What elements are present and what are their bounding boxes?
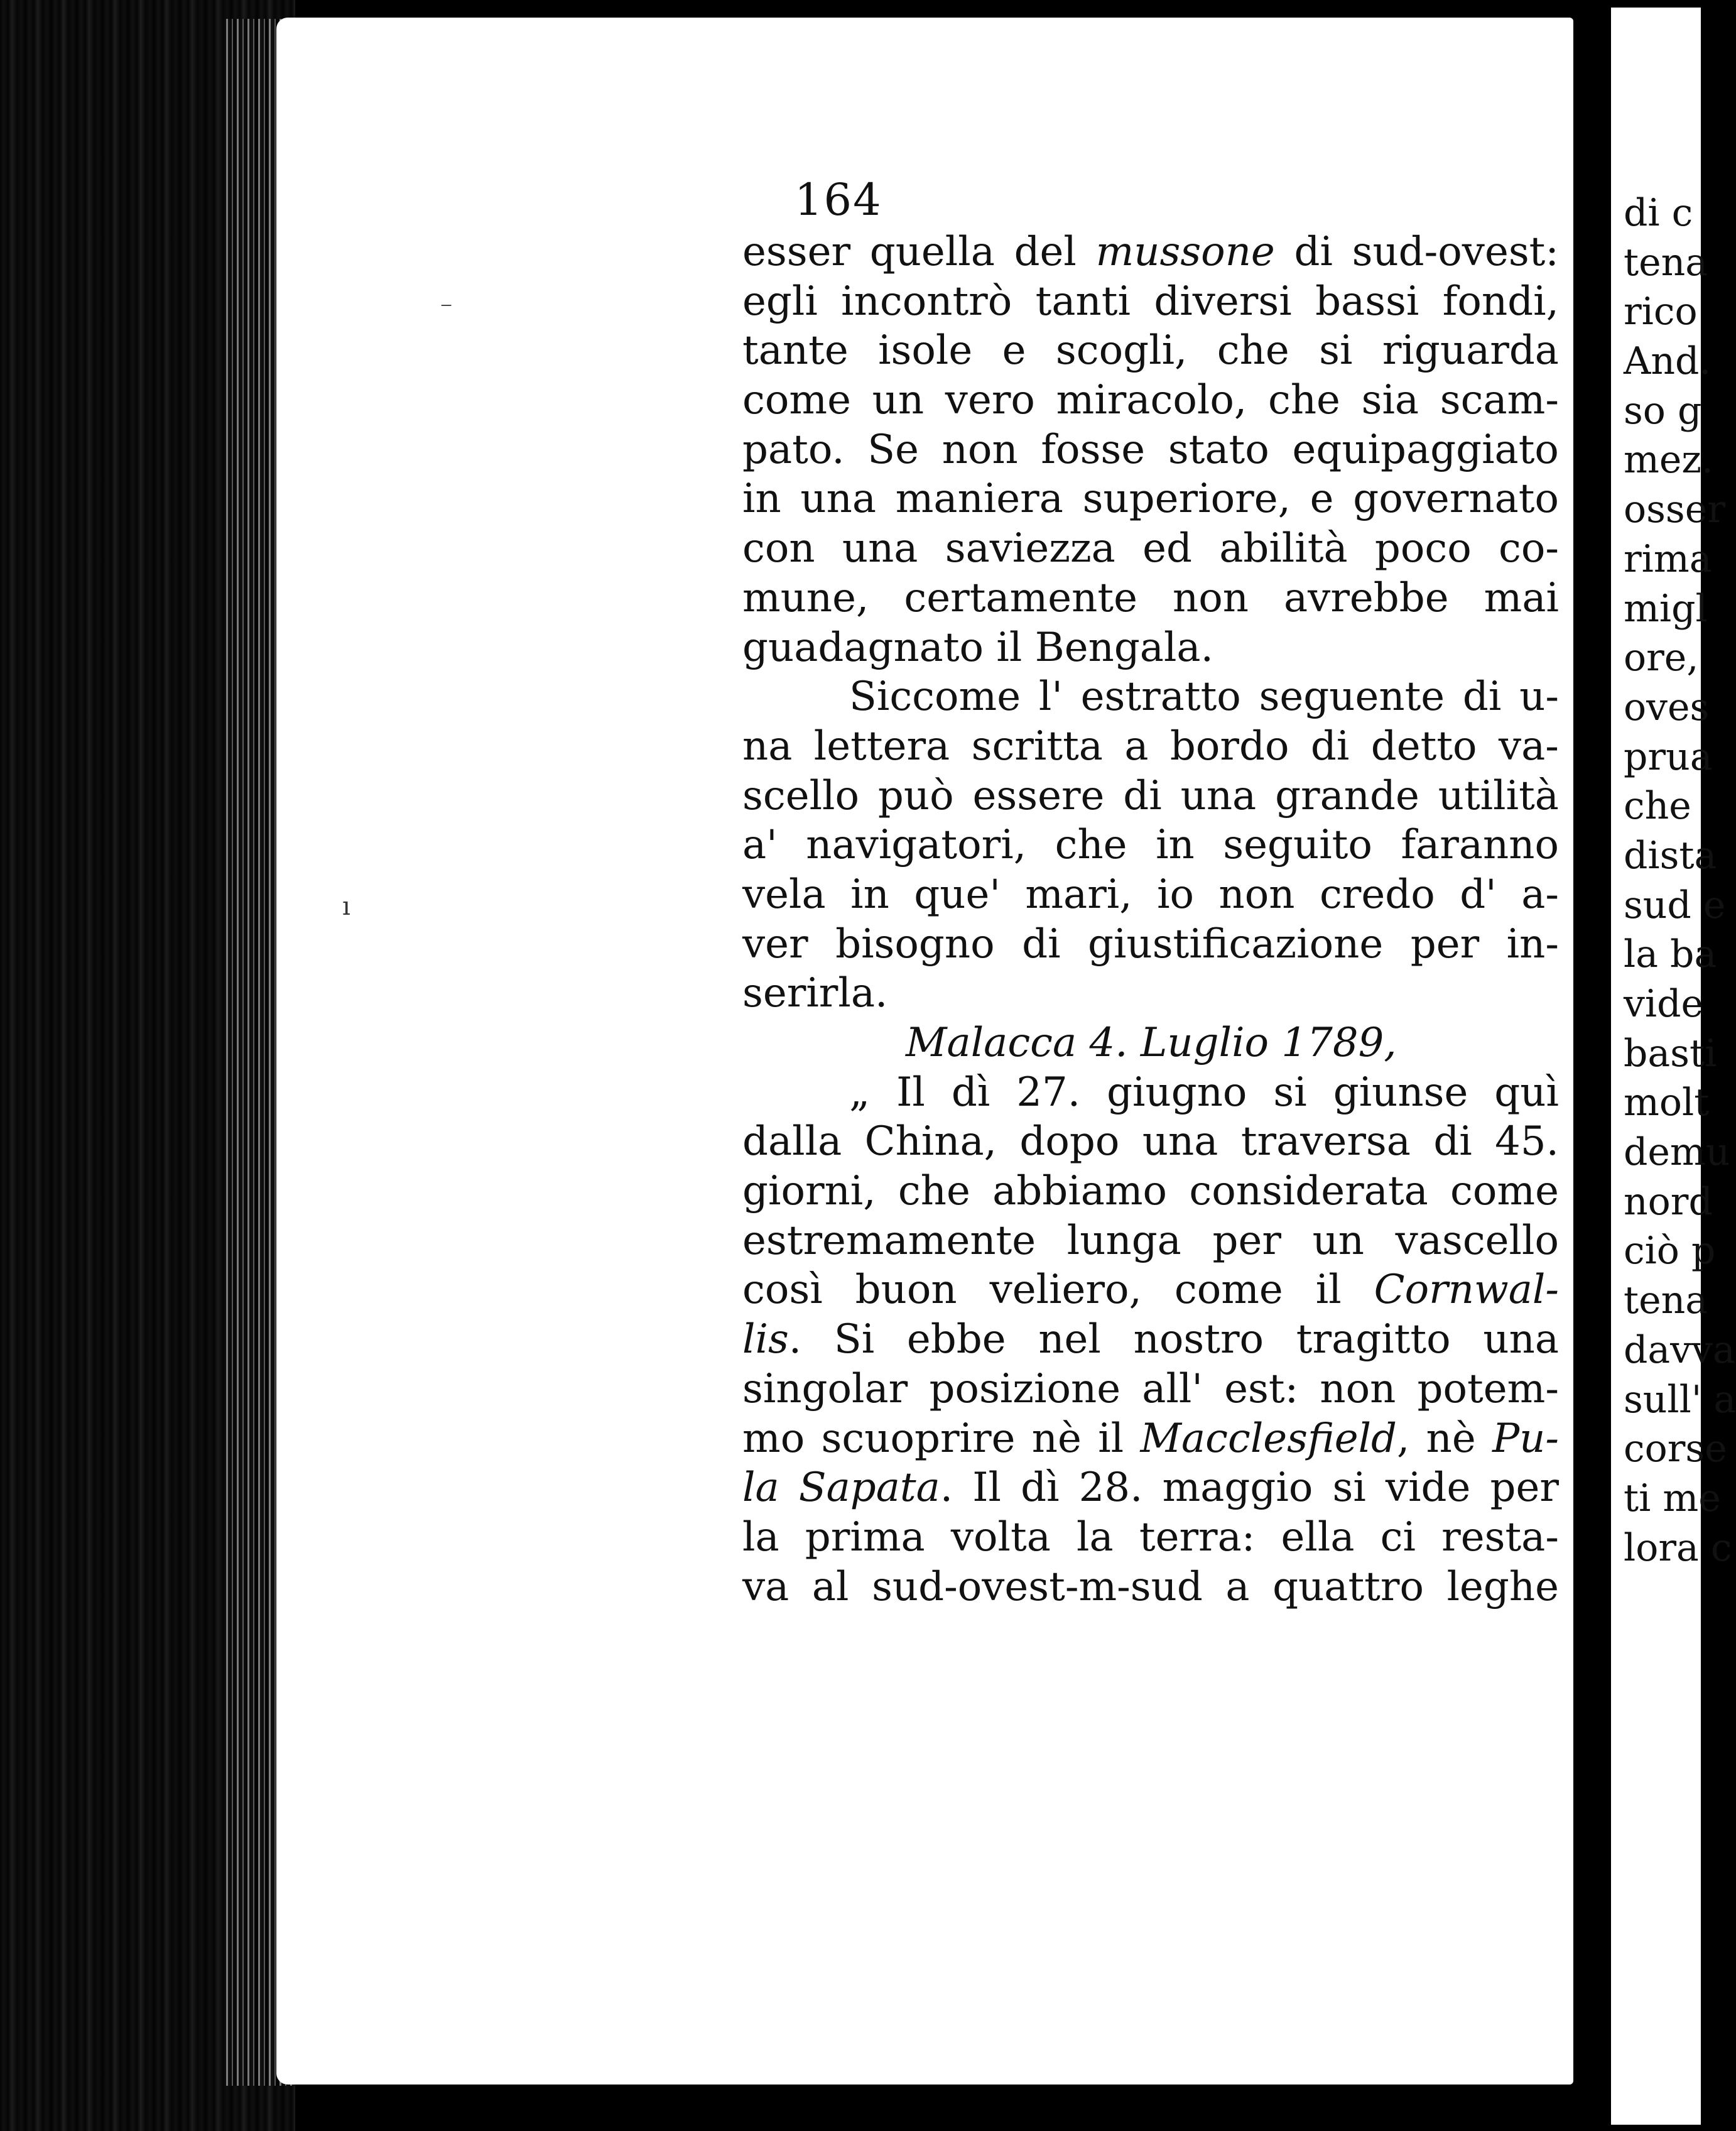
word: di	[1123, 772, 1162, 819]
right-page-line: rico	[1624, 290, 1698, 334]
word: il	[996, 624, 1023, 671]
word: quella	[869, 229, 995, 275]
word: per	[1490, 1464, 1559, 1512]
word: lis.	[742, 1316, 802, 1363]
word: 28.	[1078, 1464, 1143, 1512]
word: seguente	[1259, 673, 1445, 721]
word: bassi	[1315, 278, 1419, 325]
word: abilità	[1219, 525, 1348, 572]
word: va	[742, 1563, 789, 1610]
word: mari,	[1025, 871, 1132, 918]
word: scritta	[971, 722, 1103, 770]
word: veliero,	[989, 1267, 1142, 1314]
word: utilità	[1438, 772, 1559, 819]
word: prima	[805, 1513, 925, 1561]
word: e	[1002, 327, 1026, 374]
word: stato	[1168, 426, 1269, 473]
right-page-line: tena	[1624, 1278, 1708, 1323]
word: che	[1217, 327, 1289, 374]
right-page-text-fragments	[1624, 188, 1736, 1572]
word: mune,	[742, 574, 869, 621]
text-line	[742, 425, 1559, 475]
word: come	[1450, 1168, 1559, 1215]
word: come	[1174, 1267, 1283, 1314]
word: Luglio	[1140, 1020, 1269, 1066]
word: di	[1310, 722, 1350, 770]
word: maniera	[895, 476, 1063, 523]
text-line	[742, 1513, 1559, 1562]
word: superiore,	[1082, 476, 1291, 523]
text-line	[742, 1463, 1559, 1513]
word: Cornwal-	[1374, 1267, 1559, 1314]
text-line	[742, 326, 1559, 376]
right-page-line: vide	[1624, 982, 1704, 1026]
word: essere	[972, 772, 1105, 819]
word: che	[1055, 822, 1127, 869]
word: Sapata.	[798, 1464, 953, 1512]
word: Il	[972, 1464, 1001, 1512]
word: per	[1410, 920, 1480, 967]
right-page-line: prua	[1624, 734, 1713, 779]
text-line	[742, 1315, 1559, 1365]
word: tante	[742, 327, 849, 374]
word: di	[1294, 229, 1333, 275]
text-line	[742, 771, 1559, 821]
word: nè	[1031, 1415, 1082, 1462]
word: sud-ovest:	[1352, 229, 1559, 275]
word: dalla	[742, 1118, 842, 1165]
word: grande	[1275, 772, 1419, 819]
right-page-line: ore,	[1624, 636, 1699, 680]
right-page-line: rima	[1624, 537, 1712, 581]
word: ci	[1380, 1513, 1416, 1561]
word: del	[1014, 229, 1077, 275]
word: considerata	[1189, 1168, 1428, 1215]
word: a	[1225, 1563, 1250, 1610]
right-page-line: osser	[1624, 488, 1725, 532]
word: equipaggiato	[1292, 426, 1559, 473]
text-line	[742, 920, 1559, 969]
word: non	[1173, 574, 1249, 621]
text-line	[742, 969, 1559, 1018]
word: detto	[1370, 722, 1477, 770]
right-page-line: la ba	[1624, 932, 1717, 977]
text-line	[742, 524, 1559, 574]
word: che	[1267, 377, 1340, 424]
text-line	[742, 1068, 1559, 1118]
word: co-	[1499, 525, 1559, 572]
word: una	[842, 525, 918, 572]
word: l'	[1038, 673, 1063, 721]
word: il	[1098, 1415, 1124, 1462]
word: buon	[855, 1267, 957, 1314]
word: governato	[1353, 476, 1559, 523]
word: scello	[742, 772, 860, 819]
word: mo	[742, 1415, 805, 1462]
word: volta	[950, 1513, 1051, 1561]
word: guadagnato	[742, 624, 984, 671]
word: estremamente	[742, 1217, 1036, 1264]
text-line	[742, 820, 1559, 870]
word: dì	[1021, 1464, 1060, 1512]
right-page-line: demu	[1624, 1130, 1730, 1175]
right-page-line: corse	[1624, 1427, 1727, 1471]
word: un	[872, 377, 925, 424]
word: tanti	[1035, 278, 1131, 325]
word: ed	[1142, 525, 1192, 572]
word: que'	[914, 871, 1001, 918]
word: una	[800, 476, 876, 523]
word: scogli,	[1055, 327, 1188, 374]
right-page-line: nord	[1624, 1179, 1713, 1224]
word: si	[1273, 1069, 1307, 1116]
word: lunga	[1066, 1217, 1181, 1264]
text-line	[742, 672, 1559, 722]
right-page-line: davva	[1624, 1327, 1735, 1372]
text-line	[742, 1414, 1559, 1464]
right-page-line: lora c	[1624, 1525, 1732, 1570]
word: si	[1319, 327, 1353, 374]
text-line	[742, 376, 1559, 425]
word: Pu-	[1492, 1415, 1559, 1462]
word: ella	[1281, 1513, 1355, 1561]
word: leghe	[1446, 1563, 1559, 1610]
text-line	[742, 1117, 1559, 1167]
word: ver	[742, 920, 808, 967]
word: giustificazione	[1088, 920, 1384, 967]
word: potem-	[1417, 1365, 1559, 1412]
right-page-line: ti me	[1624, 1476, 1721, 1520]
text-line	[742, 1018, 1559, 1068]
word: di	[1433, 1118, 1472, 1165]
word: il	[1315, 1267, 1342, 1314]
word: io	[1157, 871, 1195, 918]
word: incontrò	[841, 278, 1012, 325]
word: navigatori,	[806, 822, 1027, 869]
right-page-line: tena	[1624, 240, 1708, 285]
word: saviezza	[945, 525, 1115, 572]
word: in	[742, 476, 781, 523]
word: Malacca	[906, 1020, 1077, 1066]
right-page-line: basti	[1624, 1031, 1717, 1076]
word: estratto	[1080, 673, 1241, 721]
word: in-	[1506, 920, 1559, 967]
word: vela	[742, 871, 826, 918]
word: d'	[1460, 871, 1497, 918]
right-page-line: oves	[1624, 685, 1710, 729]
word: nostro	[1133, 1316, 1264, 1363]
word: un	[1312, 1217, 1364, 1264]
word: così	[742, 1267, 823, 1314]
word: nè	[1426, 1415, 1476, 1462]
word: giunse	[1333, 1069, 1468, 1116]
word: scam-	[1440, 377, 1559, 424]
text-line	[742, 1216, 1559, 1266]
word: poco	[1374, 525, 1472, 572]
word: una	[1180, 772, 1257, 819]
word: egli	[742, 278, 818, 325]
word: credo	[1319, 871, 1435, 918]
word: Si	[833, 1316, 875, 1363]
word: Il	[896, 1069, 925, 1116]
word: traversa	[1240, 1118, 1411, 1165]
word: al	[811, 1563, 849, 1610]
word: serirla.	[742, 970, 888, 1017]
word: a-	[1521, 871, 1559, 918]
word: singolar	[742, 1365, 908, 1412]
word: 45.	[1495, 1118, 1559, 1165]
text-line	[742, 277, 1559, 327]
text-line	[742, 1265, 1559, 1315]
word: terra:	[1139, 1513, 1256, 1561]
word: seguito	[1223, 822, 1372, 869]
word: bisogno	[835, 920, 995, 967]
word: dopo	[1019, 1118, 1120, 1165]
word: di	[1022, 920, 1061, 967]
text-line	[742, 474, 1559, 524]
word: tragitto	[1296, 1316, 1451, 1363]
word: u-	[1519, 673, 1559, 721]
word: si	[1332, 1464, 1366, 1512]
word: Macclesfield,	[1140, 1415, 1410, 1462]
word: in	[1156, 822, 1195, 869]
word: na	[742, 722, 793, 770]
text-line	[742, 1167, 1559, 1216]
word: 1789,	[1281, 1020, 1397, 1066]
text-line	[742, 623, 1559, 673]
word: Bengala.	[1034, 624, 1213, 671]
word: giugno	[1107, 1069, 1247, 1116]
word: lettera	[813, 722, 950, 770]
right-page-line: ciò p	[1624, 1229, 1716, 1273]
word: miracolo,	[1056, 377, 1247, 424]
right-page-line: mez.	[1624, 438, 1714, 482]
word: non	[1218, 871, 1295, 918]
word: per	[1212, 1217, 1281, 1264]
right-page-line: dista	[1624, 833, 1717, 878]
word: la	[742, 1513, 779, 1561]
word: Siccome	[849, 673, 1021, 721]
word: „	[849, 1069, 871, 1116]
text-line	[742, 1365, 1559, 1414]
word: come	[742, 377, 851, 424]
word: vero	[945, 377, 1035, 424]
word: fosse	[1041, 426, 1146, 473]
word: quattro	[1272, 1563, 1424, 1610]
margin-mark: ⁻	[440, 295, 453, 324]
word: China,	[864, 1118, 997, 1165]
page-number: 164	[795, 174, 882, 226]
word: all'	[1142, 1365, 1203, 1412]
margin-mark: ı	[342, 892, 350, 921]
word: isole	[878, 327, 973, 374]
word: scuoprire	[821, 1415, 1016, 1462]
word: dì	[951, 1069, 990, 1116]
word: di	[1462, 673, 1502, 721]
word: sud-ovest-m-sud	[872, 1563, 1203, 1610]
body-text	[742, 227, 1559, 1611]
word: esser	[742, 229, 851, 275]
word: a'	[742, 822, 778, 869]
word: fondi,	[1442, 278, 1559, 325]
text-line	[742, 1562, 1559, 1612]
word: la	[1077, 1513, 1114, 1561]
word: con	[742, 525, 815, 572]
word: 4.	[1089, 1020, 1128, 1066]
word: mai	[1484, 574, 1559, 621]
word: va-	[1498, 722, 1559, 770]
word: non	[1320, 1365, 1396, 1412]
word: vascello	[1395, 1217, 1559, 1264]
right-page-line: di c	[1624, 191, 1693, 235]
word: quì	[1494, 1069, 1559, 1116]
word: est:	[1224, 1365, 1299, 1412]
word: resta-	[1441, 1513, 1559, 1561]
word: riguarda	[1382, 327, 1559, 374]
word: sia	[1361, 377, 1419, 424]
text-line	[742, 722, 1559, 771]
word: pato.	[742, 426, 845, 473]
word: avrebbe	[1284, 574, 1449, 621]
word: può	[877, 772, 954, 819]
word: posizione	[929, 1365, 1121, 1412]
right-page-line: And.	[1624, 339, 1712, 384]
word: mussone	[1095, 229, 1275, 275]
right-page-line: so g	[1624, 388, 1702, 433]
word: Se	[867, 426, 919, 473]
text-line	[742, 870, 1559, 920]
book-gutter	[1573, 0, 1611, 2131]
word: una	[1142, 1118, 1218, 1165]
word: in	[850, 871, 889, 918]
word: e	[1310, 476, 1334, 523]
right-page-line: sull' a	[1624, 1377, 1736, 1422]
right-page-line: che	[1624, 784, 1691, 829]
word: faranno	[1401, 822, 1559, 869]
word: che	[898, 1168, 970, 1215]
word: 27.	[1016, 1069, 1081, 1116]
word: a	[1124, 722, 1149, 770]
word: bordo	[1169, 722, 1289, 770]
word: diversi	[1154, 278, 1292, 325]
right-page-line: sud e	[1624, 883, 1726, 927]
right-page-line: molt	[1624, 1081, 1710, 1125]
word: maggio	[1162, 1464, 1313, 1512]
word: abbiamo	[992, 1168, 1168, 1215]
text-line	[742, 574, 1559, 623]
word: certamente	[904, 574, 1137, 621]
word: nel	[1038, 1316, 1101, 1363]
word: una	[1483, 1316, 1559, 1363]
word: non	[941, 426, 1018, 473]
text-line	[742, 227, 1559, 277]
right-page-line: migl	[1624, 586, 1708, 631]
word: giorni,	[742, 1168, 876, 1215]
word: la	[742, 1464, 779, 1512]
word: ebbe	[906, 1316, 1006, 1363]
word: vide	[1385, 1464, 1471, 1512]
